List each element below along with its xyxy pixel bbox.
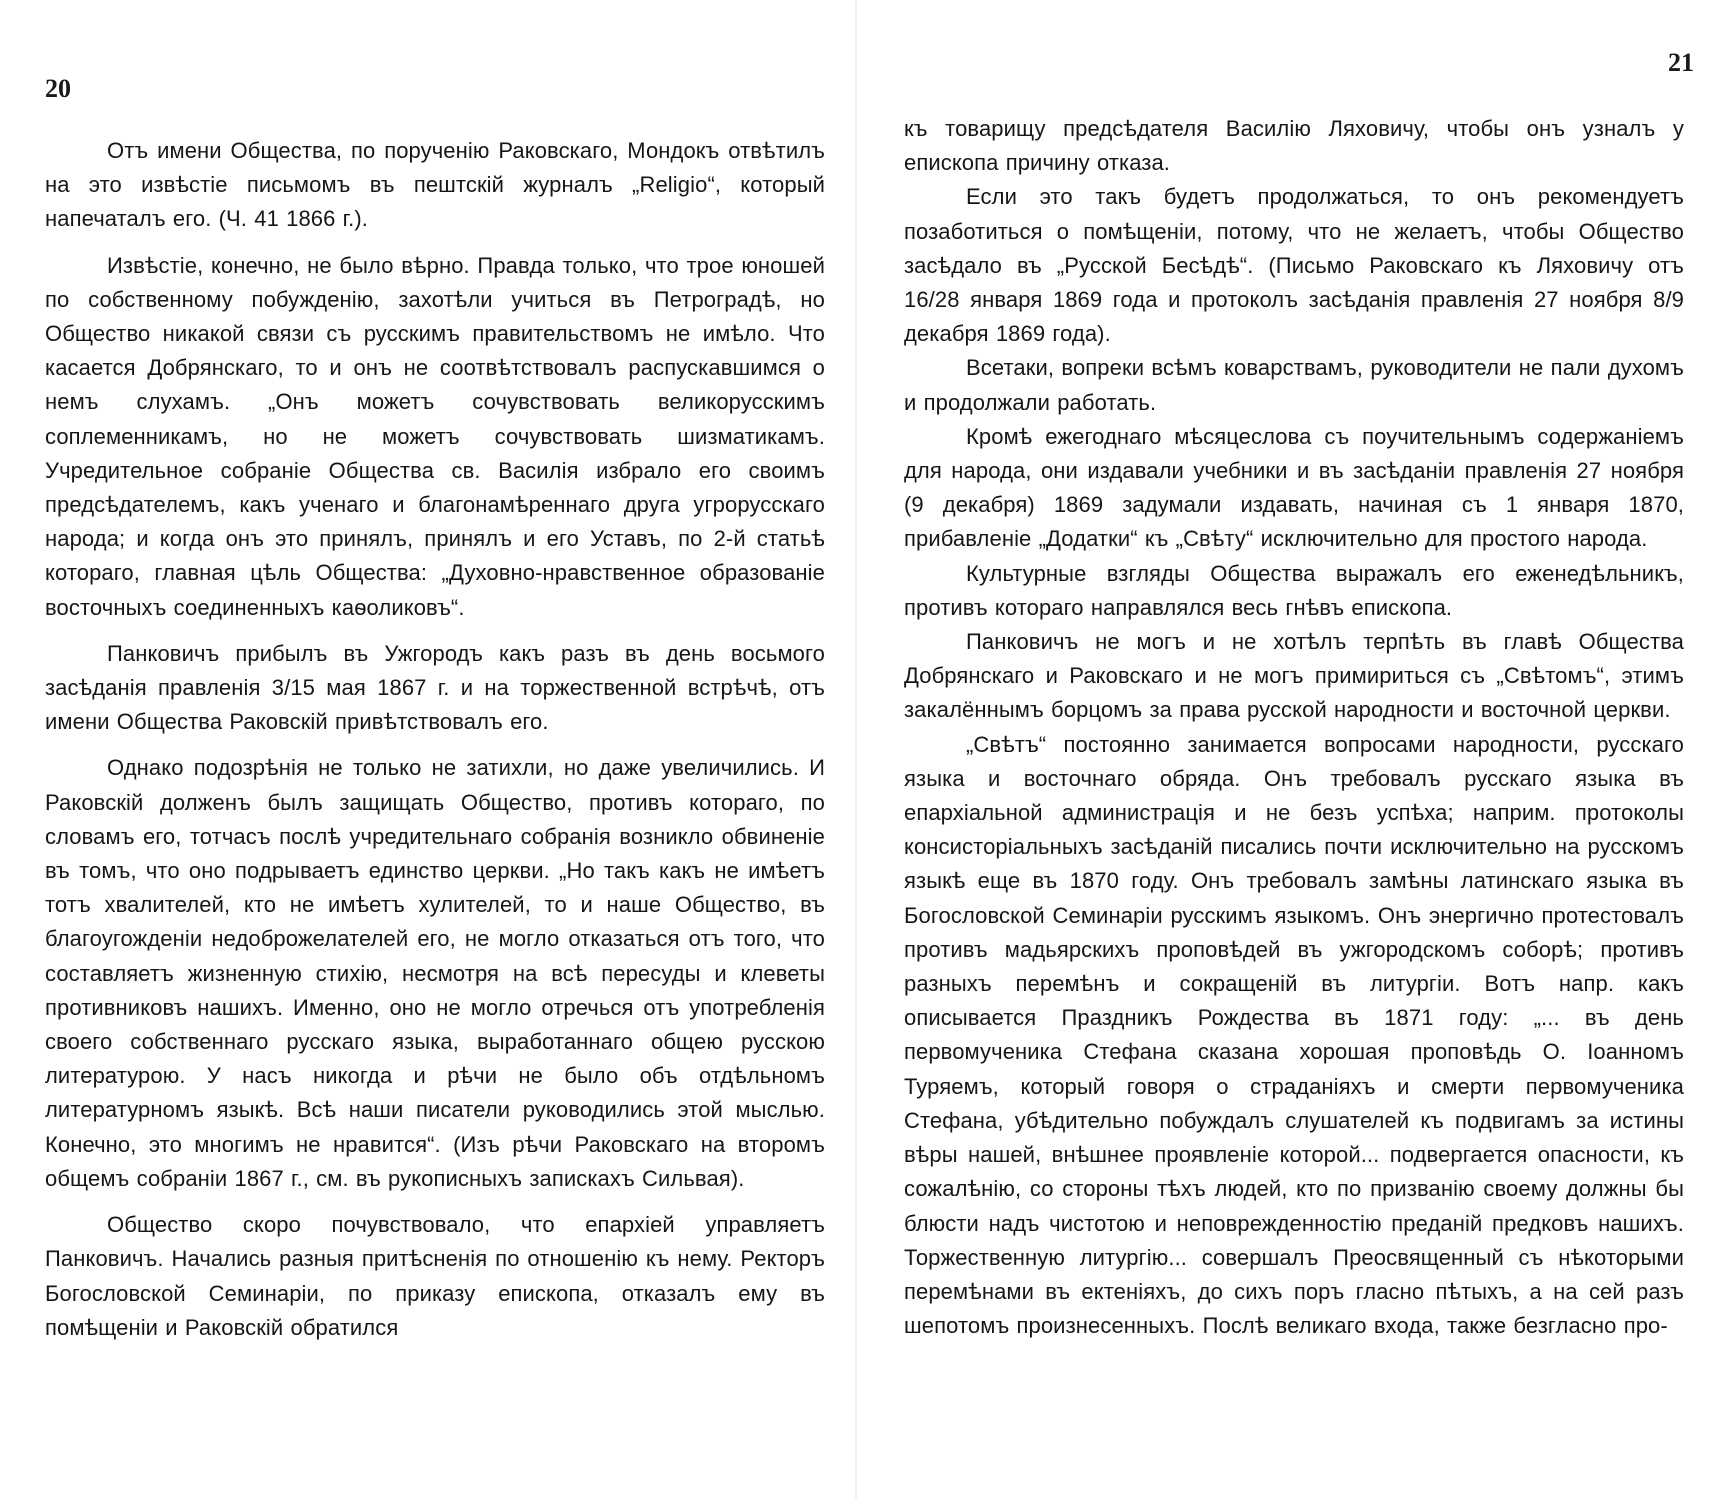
paragraph: Кромѣ ежегоднаго мѣсяцеслова съ поучительнымъ содержаніемъ для народа, они издавали учебники и въ засѣданіи правленія 27 ноября (9 декабря) 1869 задумали издавать, начиная съ 1 января 1870, прибавленіе „Додатки“ къ „Свѣту“ исключительно для простого народа. [904, 423, 1684, 552]
paragraph: Однако подозрѣнія не только не затихли, но даже увеличились. И Раковскій долженъ былъ защищать Общество, противъ котораго, по словамъ его, тотчасъ послѣ учредительнаго собранія возникло обвиненіе въ томъ, что оно подрываетъ единство церкви. „Но такъ какъ не имѣетъ тотъ хвалителей, кто не имѣетъ хулителей, то и наше Общество, въ благоугожденіи недоброжелателей его, не могло отказаться отъ того, что составляетъ жизненную стихію, несмотря на всѣ пересуды и клеветы противниковъ нашихъ. Именно, оно не могло отречься отъ употребленія своего собственнаго русскаго языка, выработаннаго общею русскою литературою. У насъ никогда и рѣчи не было объ отдѣльномъ литературномъ языкѣ. Всѣ наши писатели руководились этой мыслью. Конечно, это многимъ не нравится“. (Изъ рѣчи Раковскаго на второмъ общемъ собраніи 1867 г., см. въ рукописныхъ запискахъ Сильвая). [45, 755, 825, 1191]
paragraph: Панковичъ не могъ и не хотѣлъ терпѣть въ главѣ Общества Добрянскаго и Раковскаго и не могъ примириться съ „Свѣтомъ“, этимъ закалённымъ борцомъ за права русской народности и восточной церкви. [904, 629, 1684, 723]
paragraph: Всетаки, вопреки всѣмъ коварствамъ, руководители не пали духомъ и продолжали работать. [904, 355, 1684, 415]
paragraph: Культурные взгляды Общества выражалъ его еженедѣльникъ, противъ котораго направлялся весь гнѣвъ епископа. [904, 560, 1684, 620]
paragraph: Извѣстіе, конечно, не было вѣрно. Правда только, что трое юношей по собственному побужденію, захотѣли учиться въ Петроградѣ, но Общество никакой связи съ русскимъ правительствомъ не имѣло. Что касается Добрянскаго, то и онъ не соотвѣтствовалъ распускавшимся о немъ слухамъ. „Онъ можетъ сочувствовать великорусскимъ соплеменникамъ, но не можетъ сочувствовать шизматикамъ. Учредительное собраніе Общества св. Василія избрало его своимъ предсѣдателемъ, какъ ученаго и благонамѣреннаго друга угрорусскаго народа; и когда онъ это принялъ, принялъ и его Уставъ, по 2-й статьѣ котораго, главная цѣль Общества: „Духовно-нравственное образованіе восточныхъ соединенныхъ каѳоликовъ“. [45, 252, 825, 620]
right-page-text [904, 112, 1684, 1343]
page-number-left: 20 [45, 74, 71, 103]
right-page [856, 0, 1712, 1500]
paragraph: „Свѣтъ“ постоянно занимается вопросами народности, русскаго языка и восточнаго обряда. Онъ требовалъ русскаго языка въ епархіальной администрація и не безъ успѣха; наприм. протоколы консисторіальныхъ засѣданій писались почти исключительно на русскомъ языкѣ еще въ 1870 году. Онъ требовалъ замѣны латинскаго языка въ Богословской Семинаріи русскимъ языкомъ. Онъ энергично протестовалъ противъ мадьярскихъ проповѣдей въ ужгородскомъ соборѣ; противъ разныхъ перемѣнъ и сокращеній въ литургіи. Вотъ напр. какъ описывается Праздникъ Рождества въ 1871 году: „... въ день первомученика Стефана сказана хорошая проповѣдь О. Іоанномъ Туряемъ, который говоря о страданіяхъ и смерти первомученика Стефана, убѣдительно побуждалъ слушателей къ подвигамъ за истины вѣры нашей, внѣшнее проявленіе которой... подвергается опасности, къ сожалѣнію, со стороны тѣхъ людей, кто по призванію своему должны бы блюсти надъ чистотою и неповрежденностію преданій предковъ нашихъ. Торжественную литургію... совершалъ Преосвященный съ нѣкоторыми перемѣнами въ ектеніяхъ, до сихъ поръ гласно пѣтыхъ, а на сей разъ шепотомъ произнесенныхъ. Послѣ великаго входа, также безгласно про- [904, 731, 1684, 1339]
paragraph: Панковичъ прибылъ въ Ужгородъ какъ разъ въ день восьмого засѣданія правленія 3/15 мая 1867 г. и на торжественной встрѣчѣ, отъ имени Общества Раковскій привѣтствовалъ его. [45, 640, 825, 735]
paragraph: Общество скоро почувствовало, что епархіей управляетъ Панковичъ. Начались разныя притѣсненія по отношенію къ нему. Ректоръ Богословской Семинаріи, по приказу епископа, отказалъ ему въ помѣщеніи и Раковскій обратился [45, 1212, 825, 1340]
left-page-text [45, 134, 825, 1345]
paragraph: Если это такъ будетъ продолжаться, то онъ рекомендуетъ позаботиться о помѣщеніи, потому, что не желаетъ, чтобы Общество засѣдало въ „Русской Бесѣдѣ“. (Письмо Раковскаго къ Ляховичу отъ 16/28 января 1869 года и протоколъ засѣданія правленія 27 ноября 8/9 декабря 1869 года). [904, 184, 1684, 347]
paragraph-continued: къ товарищу предсѣдателя Василію Ляховичу, чтобы онъ узналъ у епископа причину отказа. [904, 116, 1684, 176]
page-number-right: 21 [1668, 48, 1694, 77]
paragraph: Отъ имени Общества, по порученію Раковскаго, Мондокъ отвѣтилъ на это извѣстіе письмомъ въ пештскій журналъ „Religio“, который напечаталъ его. (Ч. 41 1866 г.). [45, 138, 825, 232]
